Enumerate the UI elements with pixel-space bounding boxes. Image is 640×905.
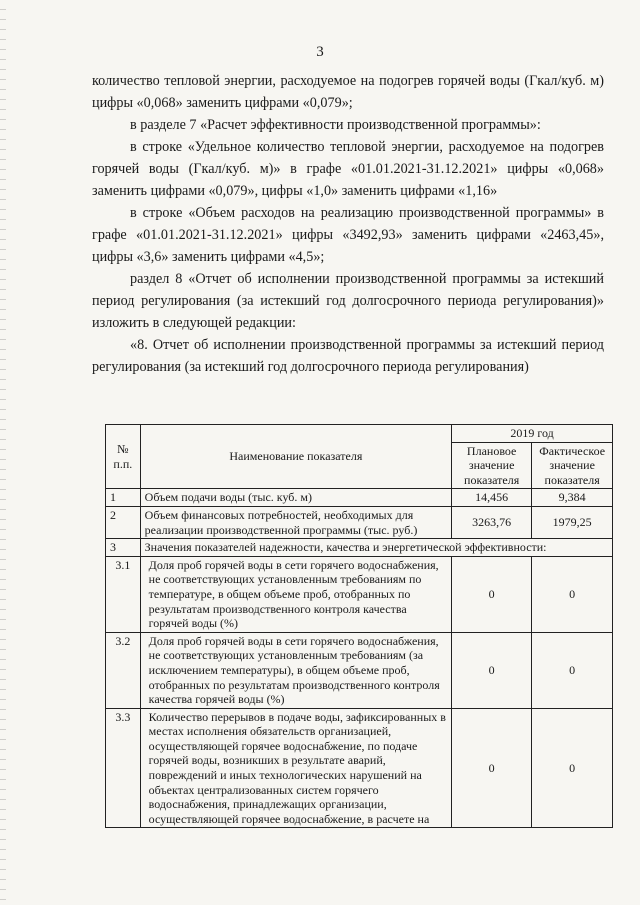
row-planned-value: 3263,76: [452, 506, 532, 538]
row-planned-value: 14,456: [452, 489, 532, 507]
paragraph-1: количество тепловой энергии, расходуемое на подогрев горячей воды (Гкал/куб. м) цифры «0,068» заменить цифрами «0,079»;: [92, 73, 604, 111]
row-indicator: Объем подачи воды (тыс. куб. м): [140, 489, 451, 507]
row-planned-value: 0: [452, 632, 532, 708]
paragraph-4: в строке «Объем расходов на реализацию производственной программы» в графе «01.01.2021-31.12.2021» цифры «3492,93» заменить цифрами «2463,45», цифры «3,6» заменить цифрами «4,5»;: [92, 205, 604, 265]
row-number: 3.1: [106, 556, 141, 632]
table-row: [106, 556, 613, 632]
row-number: 1: [106, 489, 141, 507]
row-indicator: Объем финансовых потребностей, необходимых для реализации производственной программы (тыс. руб.): [140, 506, 451, 538]
paragraph-3: в строке «Удельное количество тепловой энергии, расходуемое на подогрев горячей воды (Гкал/куб. м)» в графе «01.01.2021-31.12.2021» цифры «0,068» заменить цифрами «0,079», цифры «1,0» заменить цифрами «1,16»: [92, 139, 604, 199]
page-number: 3: [316, 44, 324, 60]
document-body: [92, 70, 604, 378]
paragraph-5: раздел 8 «Отчет об исполнении производственной программы за истекший период регулирования (за истекший год долгосрочного периода регулирования)» изложить в следующей редакции:: [92, 271, 604, 331]
row-indicator: Доля проб горячей воды в сети горячего водоснабжения, не соответствующих установленным требованиям по температуре, в общем объеме проб, отобранных по результатам производственного контроля качества горячей воды (%): [140, 556, 451, 632]
table-row-section: [106, 539, 613, 557]
table-row: [106, 506, 613, 538]
row-planned-value: 0: [452, 708, 532, 828]
table-row: [106, 489, 613, 507]
header-number: № п.п.: [106, 425, 141, 489]
row-indicator: Количество перерывов в подаче воды, зафиксированных в местах исполнения обязательств организацией, осуществляющей горячее водоснабжение, по подаче горячей воды, возникших в результате аварий, повреждений и иных технологических нарушений на объектах централизованных систем горячего водоснабжения, принадлежащих организации, осуществляющей горячее водоснабжение, в расчете на: [140, 708, 451, 828]
header-year: 2019 год: [452, 425, 613, 443]
row-section-title: Значения показателей надежности, качества и энергетической эффективности:: [140, 539, 612, 557]
header-actual-value: Фактическое значение показателя: [532, 442, 613, 489]
row-indicator: Доля проб горячей воды в сети горячего водоснабжения, не соответствующих установленным требованиям (за исключением температуры), в общем объеме проб, отобранных по результатам производственного контроля качества горячей воды (%): [140, 632, 451, 708]
header-planned-value: Плановое значение показателя: [452, 442, 532, 489]
table-row: [106, 632, 613, 708]
row-actual-value: 9,384: [532, 489, 613, 507]
paragraph-2: в разделе 7 «Расчет эффективности производственной программы»:: [130, 117, 541, 133]
table-row: [106, 708, 613, 828]
row-actual-value: 1979,25: [532, 506, 613, 538]
row-number: 3.2: [106, 632, 141, 708]
header-indicator-name: Наименование показателя: [140, 425, 451, 489]
row-actual-value: 0: [532, 632, 613, 708]
report-table: [105, 424, 613, 828]
row-actual-value: 0: [532, 556, 613, 632]
row-planned-value: 0: [452, 556, 532, 632]
row-number: 3: [106, 539, 141, 557]
row-number: 2: [106, 506, 141, 538]
row-actual-value: 0: [532, 708, 613, 828]
row-number: 3.3: [106, 708, 141, 828]
table-header-row: [106, 425, 613, 443]
scan-edge-artifact: [0, 0, 6, 905]
paragraph-6: «8. Отчет об исполнении производственной программы за истекший период регулирования (за истекший год долгосрочного периода регулирования): [92, 337, 604, 375]
